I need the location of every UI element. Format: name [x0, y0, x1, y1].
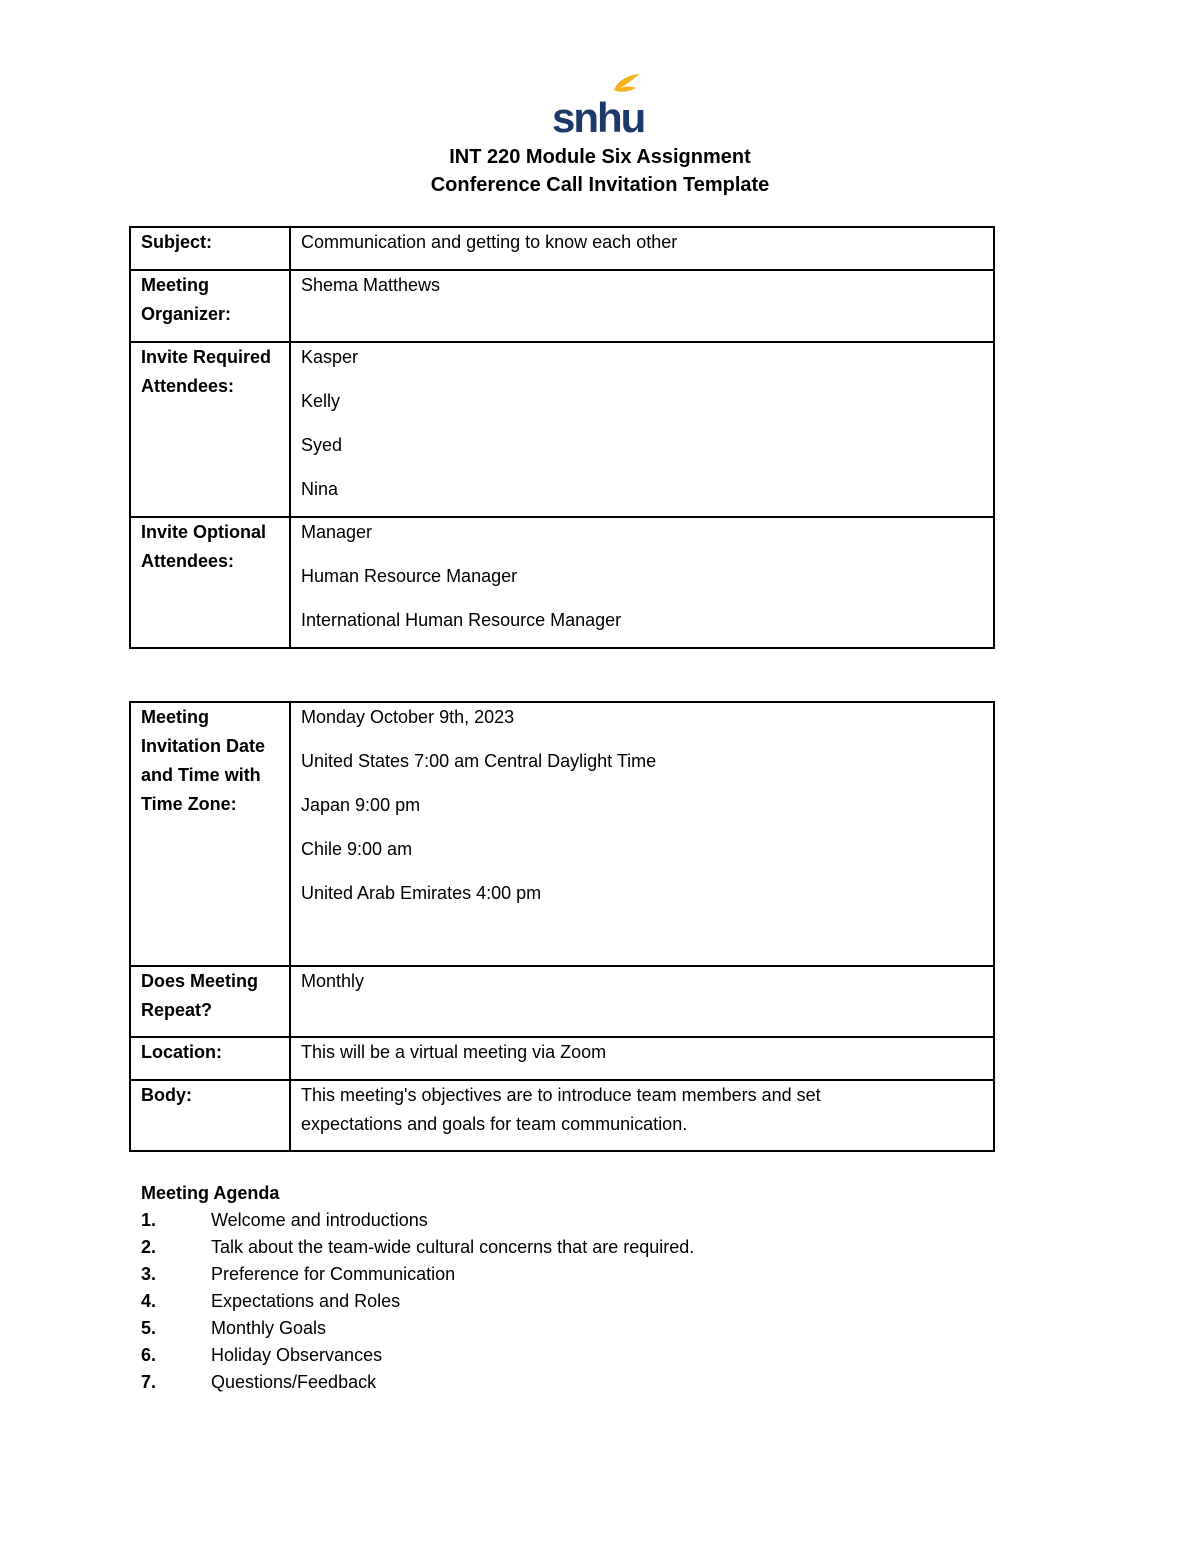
organizer-row [130, 270, 994, 342]
datetime-label: Meeting Invitation Date and Time with Time Zone: [130, 702, 290, 966]
datetime-entry: Monday October 9th, 2023 [301, 707, 515, 727]
svg-text:snhu: snhu [552, 94, 645, 140]
attendee: Nina [301, 479, 339, 499]
datetime-entry: United Arab Emirates 4:00 pm [301, 883, 542, 903]
snhu-logo [548, 70, 648, 140]
attendee: Human Resource Manager [301, 566, 518, 586]
attendee: Kasper [301, 347, 359, 367]
agenda-item-text: Welcome and introductions [211, 1210, 428, 1230]
datetime-entry: United States 7:00 am Central Daylight Time [301, 751, 657, 771]
list-item [141, 1315, 694, 1342]
agenda-item-text: Expectations and Roles [211, 1291, 401, 1311]
datetime-values [290, 702, 994, 966]
agenda-item-text: Questions/Feedback [211, 1372, 377, 1392]
optional-attendees-list [290, 517, 994, 648]
agenda-item-text: Preference for Communication [211, 1264, 456, 1284]
location-row [130, 1037, 994, 1080]
list-item [141, 1207, 694, 1234]
agenda-title: Meeting Agenda [141, 1183, 280, 1203]
agenda-item-number: 7. [141, 1372, 157, 1392]
attendee: Kelly [301, 391, 341, 411]
repeat-value: Monthly [290, 966, 994, 1037]
list-item [141, 1288, 694, 1315]
invitation-table-1 [129, 226, 995, 649]
repeat-row [130, 966, 994, 1037]
list-item [141, 1261, 694, 1288]
subject-value: Communication and getting to know each other [290, 227, 994, 270]
body-row [130, 1080, 994, 1151]
list-item [141, 1342, 694, 1369]
subject-row [130, 227, 994, 270]
location-label: Location: [130, 1037, 290, 1080]
body-label: Body: [130, 1080, 290, 1151]
required-attendees-row [130, 342, 994, 517]
meeting-agenda [141, 1180, 694, 1396]
attendee: International Human Resource Manager [301, 610, 622, 630]
agenda-item-number: 4. [141, 1291, 157, 1311]
agenda-item-number: 6. [141, 1345, 157, 1365]
attendee: Syed [301, 435, 343, 455]
agenda-item-number: 1. [141, 1210, 157, 1230]
agenda-item-number: 5. [141, 1318, 157, 1338]
datetime-entry: Japan 9:00 pm [301, 795, 421, 815]
organizer-value: Shema Matthews [290, 270, 994, 342]
invitation-table-2 [129, 701, 995, 1152]
agenda-item-text: Holiday Observances [211, 1345, 383, 1365]
body-value: This meeting's objectives are to introduce team members and set expectations and goals for team communication. [290, 1080, 994, 1151]
agenda-item-text: Talk about the team-wide cultural concerns that are required. [211, 1237, 695, 1257]
datetime-entry: Chile 9:00 am [301, 839, 413, 859]
required-attendees-label: Invite Required Attendees: [130, 342, 290, 517]
agenda-item-number: 2. [141, 1237, 157, 1257]
agenda-item-number: 3. [141, 1264, 157, 1284]
list-item [141, 1234, 694, 1261]
attendee: Manager [301, 522, 373, 542]
agenda-list [141, 1207, 694, 1396]
title-line-1: INT 220 Module Six Assignment [449, 146, 751, 168]
organizer-label: Meeting Organizer: [130, 270, 290, 342]
optional-attendees-label: Invite Optional Attendees: [130, 517, 290, 648]
snhu-logo-graphic [548, 70, 648, 140]
title-line-2: Conference Call Invitation Template [430, 174, 770, 196]
location-value: This will be a virtual meeting via Zoom [290, 1037, 994, 1080]
document-title [0, 143, 1200, 199]
required-attendees-list [290, 342, 994, 517]
subject-label: Subject: [130, 227, 290, 270]
datetime-row [130, 702, 994, 966]
optional-attendees-row [130, 517, 994, 648]
agenda-item-text: Monthly Goals [211, 1318, 327, 1338]
list-item [141, 1369, 694, 1396]
repeat-label: Does Meeting Repeat? [130, 966, 290, 1037]
